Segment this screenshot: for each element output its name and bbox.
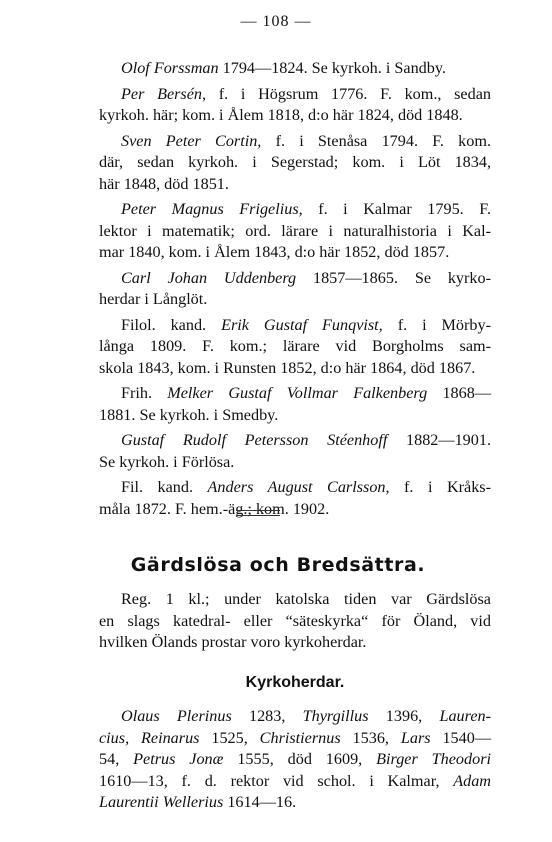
text-segment: 1794—1824. Se kyrkoh. i Sandby. [218, 59, 446, 77]
text-segment: 1525, [199, 728, 260, 747]
person-name: Lars [400, 728, 431, 747]
text-segment: 1882—1901. [387, 431, 491, 449]
text-segment: måla 1872. F. hem.-äg.; kom. 1902. [99, 499, 330, 518]
intro-paragraph [99, 589, 491, 654]
person-name: Thyrgillus [302, 707, 369, 725]
text-segment: 1536, [340, 728, 401, 747]
pastor-entry [99, 58, 491, 80]
text-segment: 1610—13, f. d. rektor vid schol. i Kalmar, [99, 771, 454, 790]
text-segment: Fil. kand. [121, 478, 208, 496]
text-line [99, 221, 491, 243]
person-name: Olof Forssman [121, 59, 219, 77]
text-line [99, 452, 491, 474]
person-name: Olaus Plerinus [121, 707, 232, 725]
text-segment: f. i Stenåsa 1794. F. kom. [261, 131, 491, 150]
text-line [99, 771, 491, 793]
text-line [99, 84, 491, 106]
text-segment: 1540— [430, 728, 491, 747]
pastor-entry [99, 84, 491, 127]
person-name: Melker Gustaf Vollmar Falkenberg [167, 384, 428, 402]
text-segment: 1555, död 1609, [223, 750, 377, 768]
person-name: Christiernus [259, 728, 341, 747]
text-segment: mar 1840, kom. i Ålem 1843, d:o här 1852, död 1857. [99, 243, 450, 261]
text-line [99, 174, 491, 196]
text-segment: 54, [99, 750, 134, 768]
text-segment: f. i Kråks- [389, 478, 491, 496]
text-line [99, 131, 491, 153]
pastor-entry [99, 383, 491, 426]
person-name: Erik Gustaf Funqvist, [221, 315, 383, 334]
person-name: Peter Magnus Frigelius, [121, 200, 303, 218]
text-segment: f. i Mörby- [382, 315, 491, 334]
text-line [99, 611, 491, 633]
text-segment: f. i Högsrum 1776. F. kom., sedan [206, 84, 491, 103]
text-line [99, 430, 491, 452]
text-line [99, 632, 491, 654]
text-segment: 1857—1865. Se kyrko- [296, 268, 491, 287]
text-segment: där, sedan kyrkoh. i Segerstad; kom. i Löt 1834, [99, 153, 491, 171]
text-segment: långa 1809. F. kom.; lärare vid Borgholms sam- [99, 337, 491, 355]
page-number: — 108 — [240, 13, 312, 30]
text-line [99, 589, 491, 611]
text-line [99, 315, 491, 337]
text-segment: Filol. kand. [121, 315, 222, 334]
person-name: cius, Reinarus [99, 728, 200, 747]
text-segment: en slags katedral- eller “säteskyrka“ för Öland, vid [99, 611, 491, 630]
text-segment: skola 1843, kom. i Runsten 1852, d:o här 1864, död 1867. [99, 358, 476, 377]
text-segment: Reg. 1 kl.; under katolska tiden var Gärdslösa [121, 590, 491, 608]
text-line [99, 336, 491, 358]
parish-intro [99, 589, 491, 658]
person-name: Laurentii Wellerius [99, 793, 224, 811]
person-name: Petrus Jonæ [133, 750, 224, 768]
divider-line [236, 515, 280, 516]
text-segment: 1881. Se kyrkoh. i Smedby. [99, 405, 279, 424]
text-line [99, 199, 491, 221]
pastor-entry [99, 315, 491, 380]
text-line [99, 268, 491, 290]
text-line [99, 477, 491, 499]
person-name: Lauren- [439, 707, 491, 725]
text-segment: lektor i matematik; ord. lärare i naturalhistoria i Kal- [99, 221, 491, 240]
parish-title: Gärdslösa och Bredsättra. [130, 554, 426, 576]
text-segment: f. i Kalmar 1795. F. [302, 200, 491, 218]
person-name: Carl Johan Uddenberg [121, 268, 297, 287]
pastor-entry [99, 268, 491, 311]
text-line [99, 706, 491, 728]
vicar-paragraph [99, 706, 491, 814]
text-segment: kyrkoh. här; kom. i Ålem 1818, d:o här 1824, död 1848. [99, 106, 463, 124]
text-line [99, 728, 491, 750]
text-segment: 1396, [368, 707, 440, 725]
person-name: Gustaf Rudolf Petersson Stéenhoff [121, 431, 388, 449]
text-line [99, 792, 491, 814]
text-segment: herdar i Långlöt. [99, 290, 208, 308]
entries-list [99, 58, 491, 524]
text-line [99, 58, 491, 80]
text-segment: Frih. [121, 384, 168, 402]
text-segment: 1283, [231, 707, 303, 725]
person-name: Birger Theodori [376, 750, 492, 768]
text-line [99, 242, 491, 264]
text-segment: 1614—16. [223, 793, 297, 811]
section-heading: Kyrkoherdar. [245, 674, 345, 691]
pastor-entry [99, 477, 491, 520]
text-segment: Se kyrkoh. i Förlösa. [99, 452, 235, 471]
person-name: Adam [453, 771, 491, 790]
text-line [99, 289, 491, 311]
text-line [99, 358, 491, 380]
person-name: Sven Peter Cortin, [121, 131, 262, 150]
pastor-entry [99, 131, 491, 196]
text-line [99, 152, 491, 174]
divider-line [236, 510, 280, 511]
text-segment: här 1848, död 1851. [99, 174, 229, 193]
text-line [99, 405, 491, 427]
text-line [99, 383, 491, 405]
person-name: Per Bersén, [121, 84, 207, 103]
text-line [99, 105, 491, 127]
pastor-entry [99, 199, 491, 264]
pastor-entry [99, 430, 491, 473]
text-line [99, 749, 491, 771]
text-segment: 1868— [427, 384, 491, 402]
vicar-list [99, 706, 491, 818]
person-name: Anders August Carlsson, [207, 478, 390, 496]
text-segment: hvilken Ölands prostar voro kyrkoherdar. [99, 633, 367, 651]
text-line [99, 499, 491, 521]
